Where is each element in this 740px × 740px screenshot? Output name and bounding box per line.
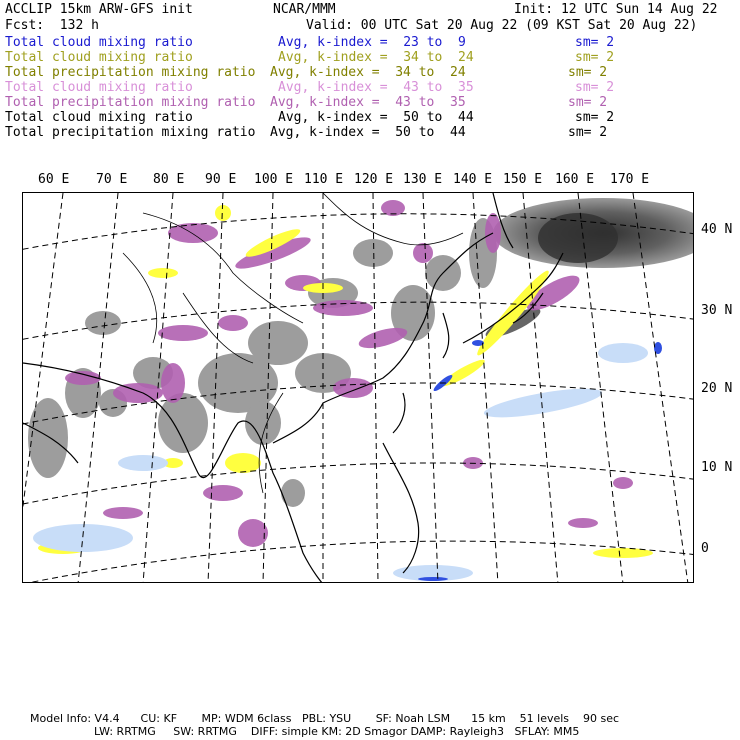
lon-label: 80 E	[153, 172, 185, 187]
field-name: Total cloud mixing ratio	[5, 110, 193, 125]
field-name: Total precipitation mixing ratio	[5, 65, 256, 80]
lon-label: 130 E	[403, 172, 443, 187]
lon-label: 90 E	[205, 172, 237, 187]
forecast-hour: Fcst: 132 h	[5, 18, 99, 33]
field-sm: sm= 2	[575, 110, 615, 125]
lon-label: 140 E	[453, 172, 493, 187]
field-name: Total precipitation mixing ratio	[5, 95, 256, 110]
field-avg: Avg, k-index = 34 to 24	[270, 65, 466, 80]
field-avg: Avg, k-index = 50 to 44	[278, 110, 474, 125]
org-label: NCAR/MMM	[273, 2, 336, 17]
model-info-line2: LW: RRTMG SW: RRTMG DIFF: simple KM: 2D Smagor DAMP: Rayleigh3 SFLAY: MM5	[94, 725, 580, 738]
map-canvas	[23, 193, 694, 583]
lon-label: 120 E	[354, 172, 394, 187]
field-name: Total cloud mixing ratio	[5, 80, 193, 95]
init-time: Init: 12 UTC Sun 14 Aug 22	[514, 2, 718, 17]
lon-label: 100 E	[254, 172, 294, 187]
lon-label: 160 E	[555, 172, 595, 187]
field-avg: Avg, k-index = 50 to 44	[270, 125, 466, 140]
map-panel	[22, 192, 694, 583]
lat-label: 30 N	[701, 303, 733, 318]
field-sm: sm= 2	[575, 50, 615, 65]
lon-label: 60 E	[38, 172, 70, 187]
field-avg: Avg, k-index = 34 to 24	[278, 50, 474, 65]
lon-label: 150 E	[503, 172, 543, 187]
field-sm: sm= 2	[568, 95, 608, 110]
lat-label: 10 N	[701, 460, 733, 475]
field-sm: sm= 2	[575, 80, 615, 95]
field-sm: sm= 2	[568, 125, 608, 140]
lat-label: 20 N	[701, 381, 733, 396]
lon-label: 170 E	[610, 172, 650, 187]
field-sm: sm= 2	[568, 65, 608, 80]
field-name: Total precipitation mixing ratio	[5, 125, 256, 140]
field-avg: Avg, k-index = 43 to 35	[278, 80, 474, 95]
valid-time: Valid: 00 UTC Sat 20 Aug 22 (09 KST Sat 20 Aug 22)	[306, 18, 698, 33]
lat-label: 40 N	[701, 222, 733, 237]
field-avg: Avg, k-index = 43 to 35	[270, 95, 466, 110]
lon-label: 70 E	[96, 172, 128, 187]
model-title: ACCLIP 15km ARW-GFS init	[5, 2, 193, 17]
storm-core	[538, 213, 618, 263]
field-avg: Avg, k-index = 23 to 9	[278, 35, 466, 50]
field-name: Total cloud mixing ratio	[5, 35, 193, 50]
lat-label: 0	[701, 541, 709, 556]
field-sm: sm= 2	[575, 35, 615, 50]
model-info-line1: Model Info: V4.4 CU: KF MP: WDM 6class PBL: YSU SF: Noah LSM 15 km 51 levels 90 sec	[30, 712, 620, 725]
field-name: Total cloud mixing ratio	[5, 50, 193, 65]
lon-label: 110 E	[304, 172, 344, 187]
